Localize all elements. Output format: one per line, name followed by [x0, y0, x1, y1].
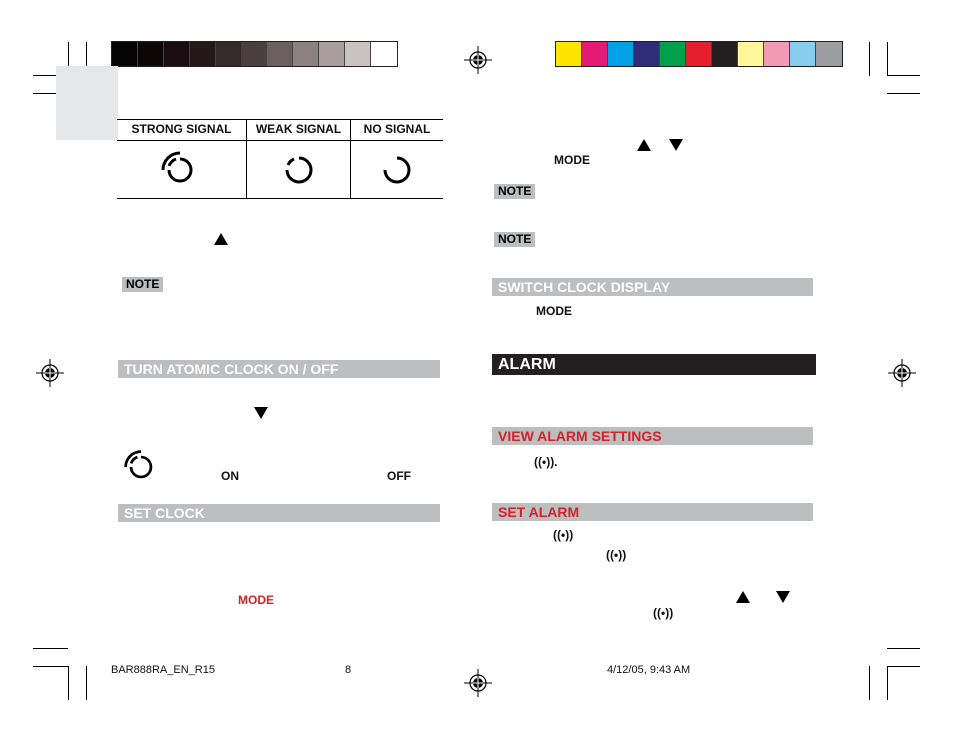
color-swatch	[267, 42, 293, 66]
color-swatch	[164, 42, 190, 66]
footer-page-number: 8	[345, 664, 352, 676]
table-rule	[117, 140, 443, 141]
section-header-set-clock: SET CLOCK	[118, 504, 440, 522]
alarm-icon: ((•))	[653, 606, 674, 620]
down-arrow-icon	[254, 407, 268, 419]
mode-button-label: MODE	[238, 593, 274, 607]
color-swatch	[556, 42, 582, 66]
section-header-turn-atomic-clock: TURN ATOMIC CLOCK ON / OFF	[118, 360, 440, 378]
crop-mark	[887, 666, 920, 667]
section-header-switch-clock-display: SWITCH CLOCK DISPLAY	[492, 278, 813, 296]
strong-signal-icon	[122, 448, 160, 486]
alarm-icon: ((•))	[553, 528, 574, 542]
registration-mark-icon	[464, 46, 492, 74]
crop-mark	[869, 666, 870, 700]
up-arrow-icon	[637, 139, 651, 151]
color-swatch	[790, 42, 816, 66]
down-arrow-icon	[776, 591, 790, 603]
note-label: NOTE	[494, 184, 535, 199]
color-swatch	[293, 42, 319, 66]
grayscale-color-bar	[111, 41, 398, 67]
registration-mark-icon	[888, 359, 916, 387]
section-header-alarm: ALARM	[492, 354, 816, 375]
on-label: ON	[221, 469, 239, 483]
crop-mark	[33, 666, 68, 667]
section-header-view-alarm-settings: VIEW ALARM SETTINGS	[492, 427, 813, 445]
section-header-set-alarm: SET ALARM	[492, 503, 813, 521]
table-header-weak: WEAK SIGNAL	[255, 122, 342, 136]
mode-button-label: MODE	[536, 304, 572, 318]
page-tab	[56, 66, 118, 140]
up-arrow-icon	[214, 233, 228, 245]
table-header-strong: STRONG SIGNAL	[131, 122, 232, 136]
off-label: OFF	[387, 469, 411, 483]
crop-mark	[33, 648, 68, 649]
crop-mark	[887, 42, 888, 76]
crop-mark	[887, 93, 920, 94]
down-arrow-icon	[669, 139, 683, 151]
alarm-icon: ((•)).	[534, 455, 558, 469]
crop-mark	[869, 42, 870, 76]
color-swatch	[371, 42, 397, 66]
color-swatch	[138, 42, 164, 66]
process-color-bar	[555, 41, 843, 67]
registration-mark-icon	[464, 669, 492, 697]
registration-mark-icon	[36, 359, 64, 387]
strong-signal-icon	[159, 149, 201, 191]
crop-mark	[86, 666, 87, 700]
footer-date: 4/12/05, 9:43 AM	[607, 664, 691, 676]
color-swatch	[582, 42, 608, 66]
color-swatch	[319, 42, 345, 66]
crop-mark	[887, 648, 920, 649]
crop-mark	[68, 666, 69, 700]
color-swatch	[112, 42, 138, 66]
signal-strength-table	[117, 119, 443, 199]
no-signal-icon	[378, 151, 416, 189]
color-swatch	[738, 42, 764, 66]
crop-mark	[887, 75, 920, 76]
table-rule	[117, 198, 443, 199]
up-arrow-icon	[736, 591, 750, 603]
weak-signal-icon	[280, 151, 318, 189]
color-swatch	[712, 42, 738, 66]
color-swatch	[816, 42, 842, 66]
color-swatch	[242, 42, 268, 66]
color-swatch	[764, 42, 790, 66]
color-swatch	[634, 42, 660, 66]
color-swatch	[608, 42, 634, 66]
color-swatch	[190, 42, 216, 66]
footer-file-name: BAR888RA_EN_R15	[111, 664, 215, 676]
color-swatch	[345, 42, 371, 66]
crop-mark	[887, 666, 888, 700]
color-swatch	[216, 42, 242, 66]
note-label: NOTE	[494, 232, 535, 247]
color-swatch	[686, 42, 712, 66]
mode-button-label: MODE	[554, 153, 590, 167]
note-label: NOTE	[122, 277, 163, 292]
color-swatch	[660, 42, 686, 66]
alarm-icon: ((•))	[606, 548, 627, 562]
table-header-none: NO SIGNAL	[363, 122, 431, 136]
